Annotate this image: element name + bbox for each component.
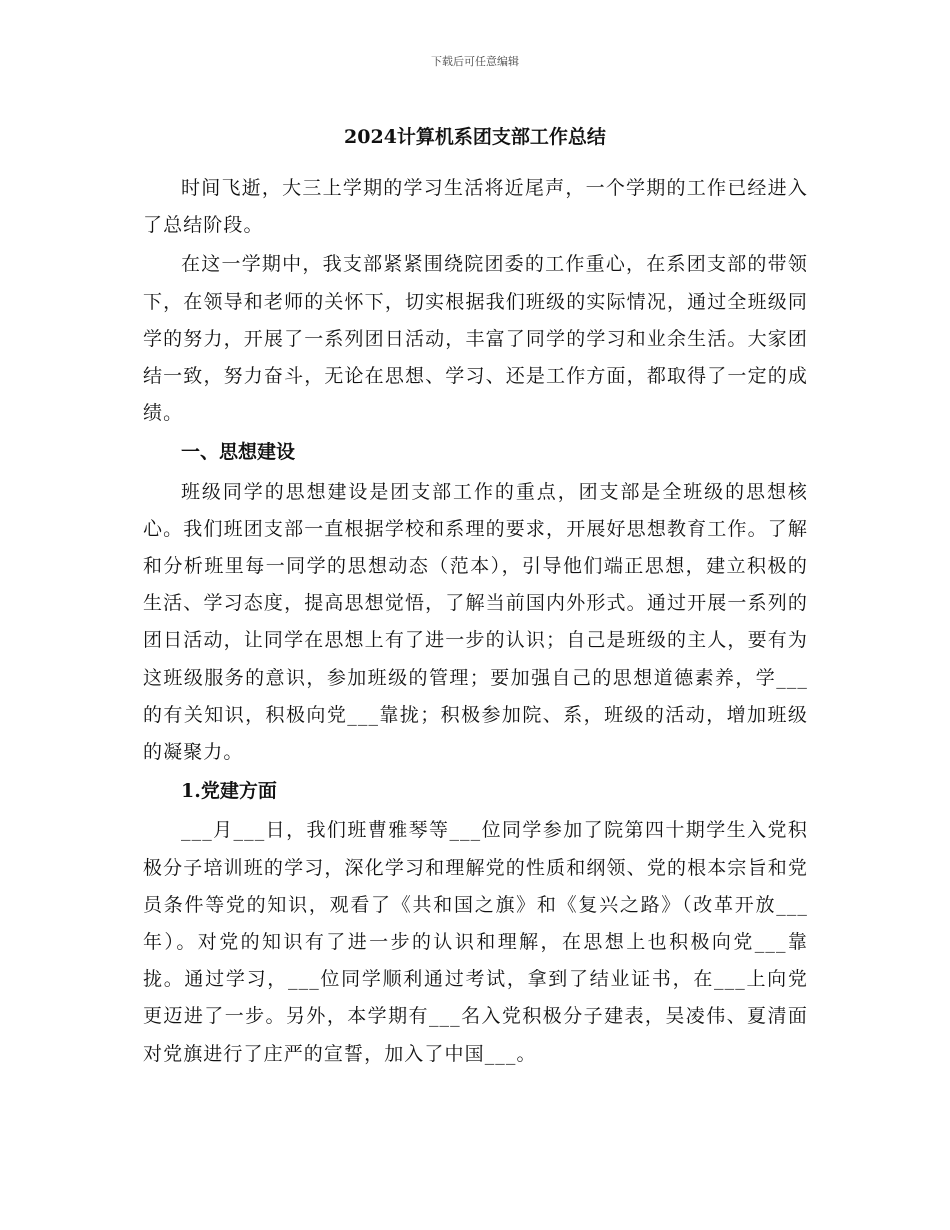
section-heading-party-building: 1.党建方面 [181,780,277,803]
document-body [143,170,808,1075]
paragraph-intro: 时间飞逝，大三上学期的学习生活将近尾声，一个学期的工作已经进入了总结阶段。 [143,177,808,237]
page-header-note: 下载后可任意编辑 [431,55,519,68]
section-heading-ideology: 一、思想建设 [181,441,296,464]
document-title: 2024计算机系团支部工作总结 [344,126,606,148]
paragraph-party-building: ___月___日，我们班曹雅琴等___位同学参加了院第四十期学生入党积极分子培训班的学习，深化学习和理解党的性质和纲领、党的根本宗旨和党员条件等党的知识，观看了《共和国之旗》和《复兴之路》（改革开放___年）。对党的知识有了进一步的认识和理解，在思想上也积极向党___靠拢。通过学习，___位同学顺利通过考试，拿到了结业证书，在___上向党更迈进了一步。另外，本学期有___名入党积极分子建表，吴凌伟、夏清面对党旗进行了庄严的宣誓，加入了中国___。 [143,819,808,1065]
paragraph-overview: 在这一学期中，我支部紧紧围绕院团委的工作重心，在系团支部的带领下，在领导和老师的关怀下，切实根据我们班级的实际情况，通过全班级同学的努力，开展了一系列团日活动，丰富了同学的学习和业余生活。大家团结一致，努力奋斗，无论在思想、学习、还是工作方面，都取得了一定的成绩。 [143,253,808,425]
paragraph-ideology: 班级同学的思想建设是团支部工作的重点，团支部是全班级的思想核心。我们班团支部一直根据学校和系理的要求，开展好思想教育工作。了解和分析班里每一同学的思想动态（范本），引导他们端正思想，建立积极的生活、学习态度，提高思想觉悟，了解当前国内外形式。通过开展一系列的团日活动，让同学在思想上有了进一步的认识；自己是班级的主人，要有为这班级服务的意识，参加班级的管理；要加强自己的思想道德素养，学___的有关知识，积极向党___靠拢；积极参加院、系，班级的活动，增加班级的凝聚力。 [143,480,808,764]
